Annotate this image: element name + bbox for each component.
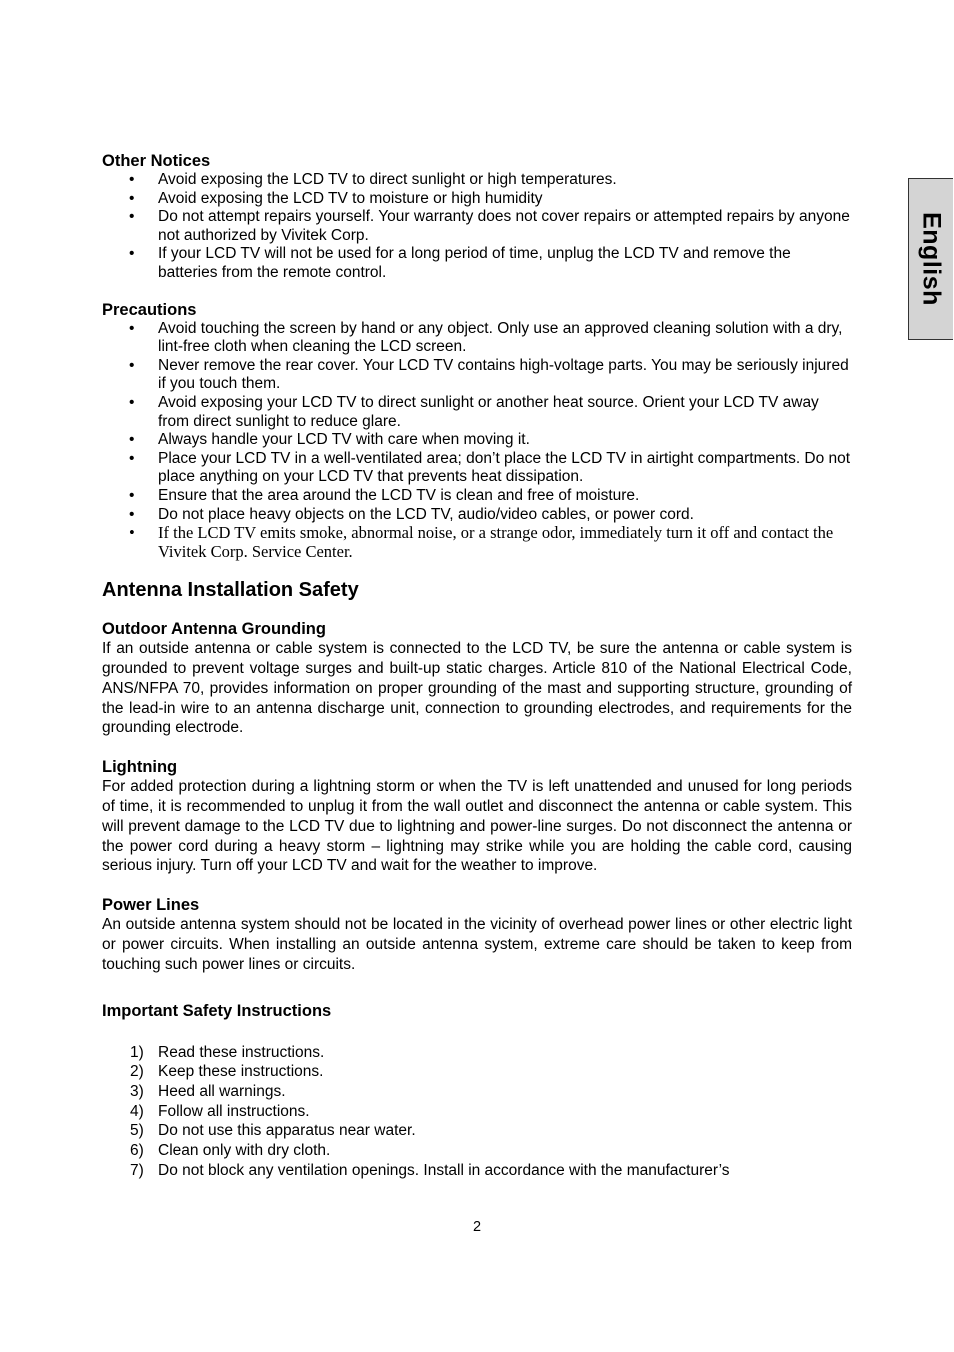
list-item: • Ensure that the area around the LCD TV is clean and free of moisture. xyxy=(129,486,640,504)
other-notices-heading: Other Notices xyxy=(102,152,211,170)
list-item: 1) Read these instructions. xyxy=(130,1043,325,1061)
list-item: • Do not place heavy objects on the LCD TV, audio/video cables, or power cord. xyxy=(129,505,694,523)
important-safety-heading: Important Safety Instructions xyxy=(102,1001,332,1020)
page-number: 2 xyxy=(472,1219,482,1235)
list-item: • Avoid exposing the LCD TV to direct sunlight or high temperatures. xyxy=(129,171,617,188)
list-item: • Avoid exposing the LCD TV to moisture or high humidity xyxy=(129,189,543,207)
item-number: 1) xyxy=(130,1043,144,1061)
grounding-text: If an outside antenna or cable system is connected to the LCD TV, be sure the antenna or cable system is grounded to prevent voltage surges and built-up static charges. Article 810 of the National Electrical Code, ANS/NFPA 70, provides information on proper grounding of the mast and supporting structure, grounding of the lead-in wire to an antenna discharge unit, connection to grounding electrodes, and requirements for the grounding electrode. xyxy=(102,640,852,737)
document-page xyxy=(102,151,852,1181)
lightning-text: For added protection during a lightning storm or when the TV is left unattended and unused for long periods of time, it is recommended to unplug it from the wall outlet and disconnect the antenna or cable system. This will prevent damage to the LCD TV due to lightning and power-line surges. Do not disconnect the antenna or the power cord during a heavy storm – lightning may strike while you are holding the cable cord, causing serious injury. Turn off your LCD TV and wait for the weather to improve. xyxy=(102,778,852,875)
bullet-icon: • xyxy=(129,245,135,263)
list-item: • If the LCD TV emits smoke, abnormal noise, or a strange odor, immediately turn it off and contact the Vivitek Corp. Service Center. xyxy=(129,523,834,561)
bullet-icon: • xyxy=(129,486,135,504)
power-lines-text: An outside antenna system should not be located in the vicinity of overhead power lines or other electric light or power circuits. When installing an outside antenna system, extreme care should be taken to keep from touching such power lines or circuits. xyxy=(102,916,852,973)
item-number: 7) xyxy=(130,1161,144,1179)
bullet-icon: • xyxy=(129,505,135,523)
lightning-heading: Lightning xyxy=(102,758,178,777)
bullet-icon: • xyxy=(129,431,135,449)
bullet-icon: • xyxy=(129,319,135,337)
important-safety-section xyxy=(102,1001,852,1181)
list-item: 4) Follow all instructions. xyxy=(130,1102,310,1120)
bullet-icon: • xyxy=(129,171,135,188)
power-lines-heading: Power Lines xyxy=(102,896,200,915)
item-number: 2) xyxy=(130,1063,144,1081)
list-item: 3) Heed all warnings. xyxy=(130,1083,286,1101)
list-item: 6) Clean only with dry cloth. xyxy=(130,1142,331,1160)
list-item: • Avoid touching the screen by hand or any object. Only use an approved cleaning solution with a dry, lint-free cloth when cleaning the LCD screen. xyxy=(129,319,843,356)
list-item: 7) Do not block any ventilation openings. Install in accordance with the manufacturer’s xyxy=(130,1161,730,1179)
list-item: 2) Keep these instructions. xyxy=(130,1063,324,1081)
list-item: • Do not attempt repairs yourself. Your warranty does not cover repairs or attempted repairs by anyone not authorized by Vivitek Corp. xyxy=(129,208,850,244)
power-lines-section xyxy=(102,895,852,974)
antenna-safety-heading: Antenna Installation Safety xyxy=(102,579,359,602)
list-item: • Never remove the rear cover. Your LCD TV contains high-voltage parts. You may be seriously injured if you touch them. xyxy=(129,356,849,393)
item-number: 5) xyxy=(130,1122,144,1140)
bullet-icon: • xyxy=(129,356,135,374)
other-notices-section xyxy=(102,151,852,283)
list-item: • Place your LCD TV in a well-ventilated area; don’t place the LCD TV in airtight compartments. Do not place anything on your LCD TV that prevents heat dissipation. xyxy=(129,449,851,486)
list-item: 5) Do not use this apparatus near water. xyxy=(130,1122,416,1140)
item-number: 6) xyxy=(130,1142,144,1160)
bullet-icon: • xyxy=(129,449,135,467)
item-number: 4) xyxy=(130,1102,144,1120)
important-safety-list xyxy=(102,1043,852,1181)
bullet-icon: • xyxy=(129,189,135,207)
language-tab xyxy=(908,178,953,340)
bullet-icon: • xyxy=(129,523,135,543)
bullet-icon: • xyxy=(129,393,135,411)
grounding-section xyxy=(102,619,852,738)
precautions-heading: Precautions xyxy=(102,300,197,319)
grounding-heading: Outdoor Antenna Grounding xyxy=(102,620,326,639)
precautions-list xyxy=(102,320,852,562)
bullet-icon: • xyxy=(129,208,135,226)
precautions-section xyxy=(102,300,852,562)
list-item: • Always handle your LCD TV with care when moving it. xyxy=(129,431,530,449)
item-number: 3) xyxy=(130,1083,144,1101)
other-notices-list xyxy=(102,171,852,283)
list-item: • Avoid exposing your LCD TV to direct sunlight or another heat source. Orient your LCD TV away from direct sunlight to reduce glare. xyxy=(129,393,819,430)
lightning-section xyxy=(102,757,852,876)
list-item: • If your LCD TV will not be used for a long period of time, unplug the LCD TV and remove the batteries from the remote control. xyxy=(129,245,791,281)
language-tab-label: English xyxy=(917,212,946,306)
